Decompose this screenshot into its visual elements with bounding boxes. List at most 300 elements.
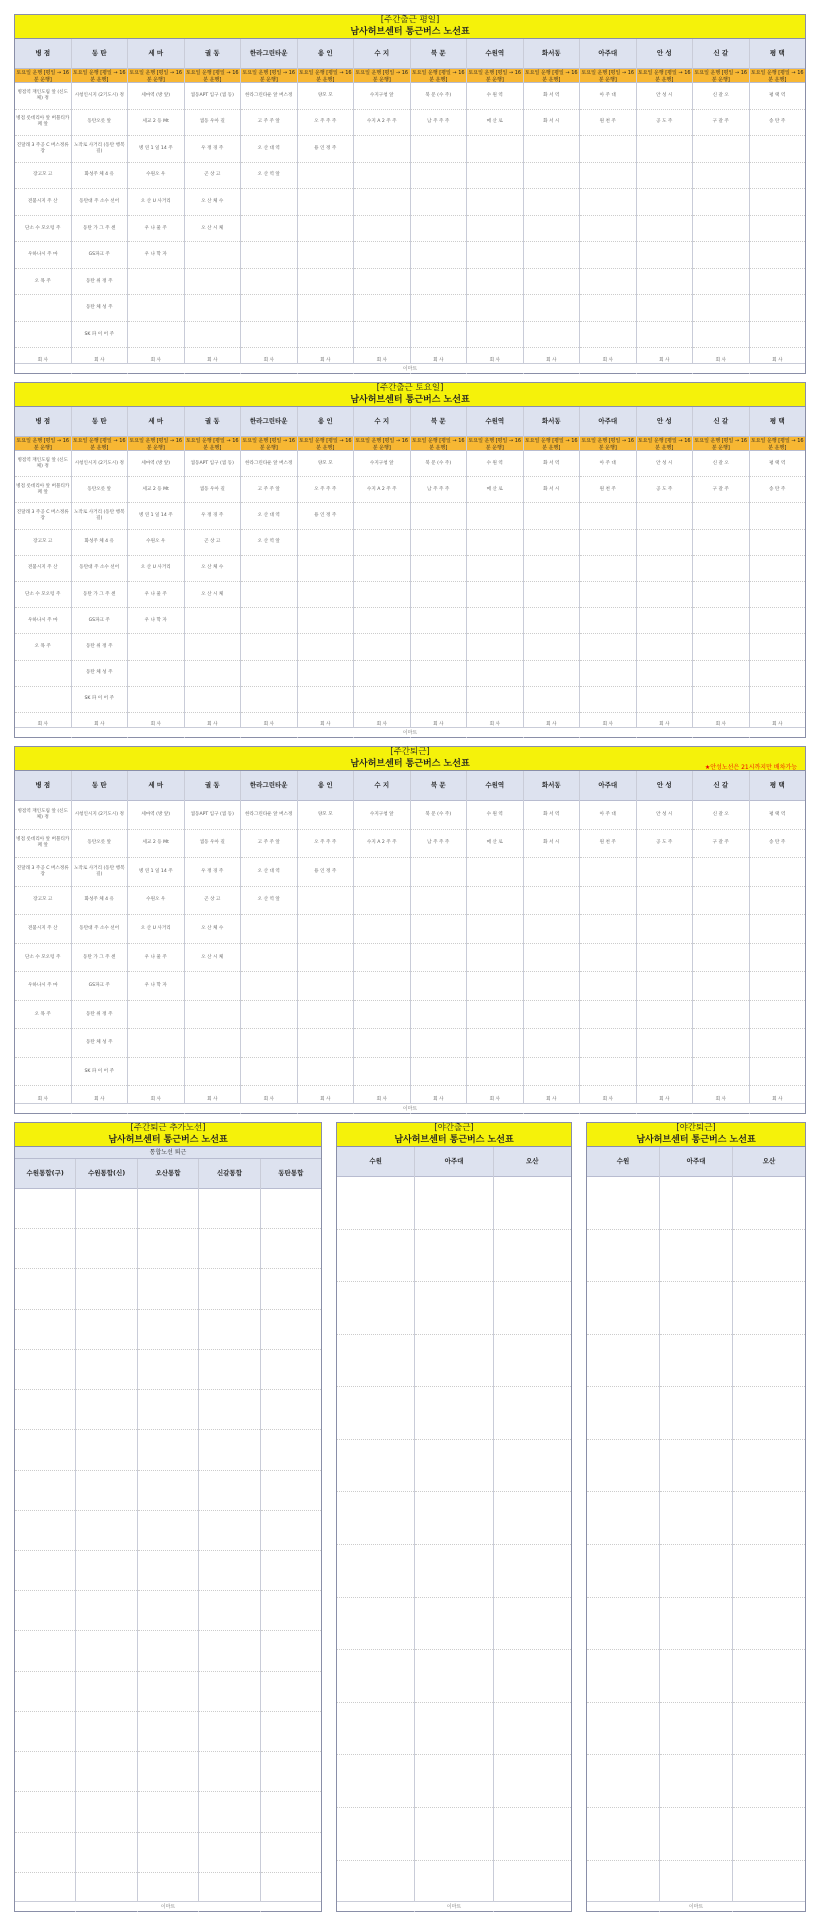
stop-cell [354,608,410,634]
route-column [185,39,242,374]
stop-cell [750,189,806,216]
stop-cell: 동탄 가 그 주 센 [72,582,128,608]
stop-cell [637,1058,693,1087]
stop-cell [199,1269,259,1309]
stop-cell: GS파크 주 [72,242,128,269]
stop-cell [587,1335,659,1388]
stop-cell [733,1808,805,1861]
stop-cell: 양모 모 [298,801,354,830]
stop-cell: 평 택 역 [750,83,806,110]
stop-cell [185,242,241,269]
stop-cell [199,1511,259,1551]
section-subtitle: [야간출근] [434,1123,474,1133]
stop-cell: 오 산 U 사거리 [128,556,184,582]
stop-cell [637,972,693,1001]
column-header: 아주대 [580,407,636,437]
stop-cell: 회 사 [659,358,670,364]
stop-cell [660,1177,732,1230]
stop-cell [750,242,806,269]
stop-cell [354,582,410,608]
stop-cell: 장고모 고 [15,163,71,190]
stop-cell: 오 산 U 사거리 [128,915,184,944]
stop-cell: 세마역 (방 앞) [128,451,184,477]
stop-cell: 회 사 [207,722,218,728]
stop-cell: GS파크 주 [72,972,128,1001]
stop-cell: 매 산 로 [467,110,523,137]
stop-cell [354,163,410,190]
stop-cell [750,582,806,608]
stop-cell [693,608,749,634]
stop-cell [467,216,523,243]
stop-cell [524,915,580,944]
stop-cell: 수 원 역 [467,83,523,110]
stop-cell [199,1792,259,1832]
schedule-row: 토요일 운행 [평일 → 16분 운행] [581,437,635,451]
stop-cell [494,1755,571,1808]
stop-cell [337,1755,414,1808]
route-column [128,407,185,738]
stop-cell [337,1335,414,1388]
stop-cell [15,1551,75,1591]
stop-cell [199,1430,259,1470]
route-column [138,1159,199,1912]
route-grid [587,1147,805,1912]
stop-cell: 회 사 [489,358,500,364]
stop-cell: 세마역 (방 앞) [128,83,184,110]
stop-cell: 수원오 우 [128,163,184,190]
stop-cell [524,530,580,556]
stop-cell [337,1598,414,1651]
stop-cell: 동탄 가 그 주 센 [72,944,128,973]
stop-cell [199,1672,259,1712]
stop-cell [298,582,354,608]
stop-cell [76,1229,136,1269]
stop-cell: 화성주 체 4 유 [72,163,128,190]
stop-cell [467,136,523,163]
schedule-row: 토요일 운행 [평일 → 16분 운행] [694,437,748,451]
stop-cell: 회 사 [37,358,48,364]
stop-cell: 회 사 [715,358,726,364]
stop-cell [354,687,410,713]
stop-cell [185,1001,241,1030]
stop-cell [637,687,693,713]
route-column [72,407,129,738]
stop-cell: 궐동APT 입구 (궐 동) [185,83,241,110]
route-column [76,1159,137,1912]
stop-cell [580,858,636,887]
column-header: 수 지 [354,771,410,801]
stop-cell [580,503,636,529]
stop-cell [524,242,580,269]
stop-cell: 아 주 대 [580,83,636,110]
stop-cell [337,1545,414,1598]
stop-cell: 고 주 주 앞 [241,830,297,859]
stop-cell [241,582,297,608]
stop-cell [524,972,580,1001]
stop-cell [693,1058,749,1087]
stop-cell: 회 사 [772,722,783,728]
stop-cell [637,944,693,973]
stop-cell: 우하나시 주 마 [15,972,71,1001]
stop-cell [76,1269,136,1309]
stop-cell [580,163,636,190]
stop-cell: 회 사 [37,722,48,728]
column-header: 세 마 [128,407,184,437]
stop-cell [415,1230,492,1283]
stop-cell [580,1029,636,1058]
stop-cell [128,1001,184,1030]
stop-cell [750,687,806,713]
stop-cell [587,1808,659,1861]
stop-cell [660,1755,732,1808]
column-header: 신 갈 [693,39,749,69]
stop-cell [494,1598,571,1651]
stop-cell: 우 나 물 주 [128,216,184,243]
stop-cell [354,322,410,349]
route-column [693,407,750,738]
column-header: 수 지 [354,407,410,437]
stop-cell [15,1631,75,1671]
stop-cell [637,503,693,529]
stop-cell: 회 사 [94,1097,105,1103]
column-header: 오산 [733,1147,805,1177]
stop-cell: 우 정 경 주 [185,858,241,887]
stop-cell [298,556,354,582]
schedule-row: 토요일 운행 [평일 → 16분 운행] [185,437,239,451]
stop-cell [750,608,806,634]
stop-cell [467,295,523,322]
stop-cell: 한라그린타운 앞 버스정 [241,83,297,110]
stop-cell [524,887,580,916]
stop-cell [637,1001,693,1030]
stop-cell [415,1282,492,1335]
stop-cell [128,687,184,713]
column-header: 평 택 [750,771,806,801]
route-column [750,39,806,374]
schedule-row: 토요일 운행 [평일 → 16분 운행] [524,69,578,83]
stop-cell [138,1511,198,1551]
stop-cell: 시청인시지 (2기도시) 정 [72,83,128,110]
stop-cell [128,1058,184,1087]
stop-cell [354,295,410,322]
stop-cell [261,1471,321,1511]
stop-cell [241,1058,297,1087]
stop-cell [750,1058,806,1087]
stop-cell [15,1430,75,1470]
stop-cell: 병 연 1 일 14 주 [128,136,184,163]
stop-cell [138,1350,198,1390]
stop-cell: 오 주 주 주 [298,477,354,503]
stop-cell [467,242,523,269]
stop-cell [750,887,806,916]
stop-cell [337,1808,414,1861]
stop-cell [354,634,410,660]
stop-cell [241,1001,297,1030]
stop-cell [580,556,636,582]
stop-cell [199,1390,259,1430]
stop-cell: 동탄 위 정 주 [72,269,128,296]
stop-cell [298,242,354,269]
column-header: 용 인 [298,407,354,437]
stop-cell [261,1390,321,1430]
stop-cell: SK 파 이 어 주 [72,1058,128,1087]
schedule-row: 토요일 운행 [평일 → 16분 운행] [468,437,522,451]
stop-cell [494,1230,571,1283]
stop-cell [337,1177,414,1230]
column-header: 세 마 [128,771,184,801]
stop-cell: 수 원 역 [467,801,523,830]
stop-cell: 한라그린타운 앞 버스정 [241,801,297,830]
section-subtitle: [주간출근 토요일] [376,383,444,393]
route-column [337,1147,415,1912]
stop-cell [15,1792,75,1832]
stop-cell [185,269,241,296]
stop-cell [733,1755,805,1808]
stop-cell [494,1808,571,1861]
stop-cell [15,1591,75,1631]
route-column [580,39,637,374]
stop-cell [298,269,354,296]
column-header: 신갈통합 [199,1159,259,1189]
schedule-row: 토요일 운행 [평일 → 16분 운행] [185,69,239,83]
stop-cell [467,887,523,916]
stop-cell [467,582,523,608]
stop-cell [76,1591,136,1631]
stop-cell [354,887,410,916]
route-column [411,771,468,1114]
route-column [241,407,298,738]
section-header [587,1123,805,1147]
stop-cell [261,1511,321,1551]
stop-cell [411,136,467,163]
stop-cell [76,1833,136,1873]
column-header: 안 성 [637,771,693,801]
route-column [467,407,524,738]
stop-cell: 우 나 학 자 [128,608,184,634]
stop-cell [411,608,467,634]
stop-cell [467,269,523,296]
stop-cell [128,661,184,687]
stop-cell [241,915,297,944]
stop-cell [587,1230,659,1283]
stop-cell: 오 목 주 [15,269,71,296]
section-title: 남사허브센터 통근버스 노선표 [394,1135,514,1145]
stop-cell [580,582,636,608]
stop-cell: 회 사 [433,1097,444,1103]
stop-cell [76,1310,136,1350]
column-header: 동 탄 [72,39,128,69]
stop-cell: 수지구청 앞 [354,83,410,110]
stop-cell [185,295,241,322]
stop-cell: 회 사 [489,1097,500,1103]
stop-cell [415,1703,492,1756]
stop-cell [185,634,241,660]
stop-cell [138,1310,198,1350]
route-column [411,407,468,738]
route-column [298,771,355,1114]
schedule-row: 토요일 운행 [평일 → 16분 운행] [129,69,183,83]
stop-cell [587,1703,659,1756]
stop-cell [354,1058,410,1087]
stop-cell: 오 산 체 수 [185,189,241,216]
section-subtitle: [주간출근 평일] [380,15,440,25]
stop-cell [298,295,354,322]
stop-cell [298,1001,354,1030]
stop-cell [138,1189,198,1229]
column-header: 평 택 [750,407,806,437]
stop-cell [693,322,749,349]
column-header: 수원 [587,1147,659,1177]
stop-cell [241,608,297,634]
stop-cell: 오 산 체 수 [185,915,241,944]
stop-cell [467,503,523,529]
stop-cell [411,1001,467,1030]
route-grid [15,771,805,1114]
schedule-row: 토요일 운행 [평일 → 16분 운행] [242,69,296,83]
stop-cell [354,216,410,243]
column-header: 신 갈 [693,407,749,437]
stop-cell [524,1058,580,1087]
stop-cell [524,634,580,660]
schedule-row: 토요일 운행 [평일 → 16분 운행] [298,69,352,83]
footer-note: 이마트 [587,1901,805,1911]
stop-cell: 송 탄 주 [750,110,806,137]
stop-cell [467,972,523,1001]
stop-cell [415,1492,492,1545]
stop-cell [261,1591,321,1631]
stop-cell [524,608,580,634]
stop-cell [750,295,806,322]
route-column [580,771,637,1114]
stop-cell [128,269,184,296]
route-column [15,1159,76,1912]
column-header: 북 문 [411,407,467,437]
stop-cell: GS파크 주 [72,608,128,634]
stop-cell: 회 사 [602,722,613,728]
stop-cell [467,915,523,944]
stop-cell: 오 산 U 사거리 [128,189,184,216]
stop-cell [261,1712,321,1752]
stop-cell [241,634,297,660]
stop-cell: 곤 상 고 [185,163,241,190]
stop-cell: 북 문 (수 주) [411,801,467,830]
stop-cell [524,295,580,322]
stop-cell [660,1492,732,1545]
stop-cell [138,1390,198,1430]
stop-cell [580,269,636,296]
route-column [72,39,129,374]
column-header: 궐 동 [185,771,241,801]
stop-cell [637,858,693,887]
stop-cell [580,189,636,216]
stop-cell [411,944,467,973]
stop-cell [637,136,693,163]
schedule-row: 토요일 운행 [평일 → 16분 운행] [524,437,578,451]
stop-cell: 우하나시 주 마 [15,608,71,634]
stop-cell [524,163,580,190]
stop-cell [337,1282,414,1335]
stop-cell [411,972,467,1001]
stop-cell: 고 주 주 앞 [241,477,297,503]
schedule-row: 토요일 운행 [평일 → 16분 운행] [16,437,70,451]
stop-cell [494,1440,571,1493]
route-column [494,1147,571,1912]
stop-cell [185,322,241,349]
stop-cell [337,1230,414,1283]
stop-cell [693,269,749,296]
schedule-row: 토요일 운행 [평일 → 16분 운행] [637,437,691,451]
stop-cell [15,1712,75,1752]
stop-cell: 우 나 학 자 [128,972,184,1001]
stop-cell: 회 사 [150,722,161,728]
stop-cell: 구 갈 주 [693,110,749,137]
stop-cell [199,1229,259,1269]
schedule-row: 토요일 운행 [평일 → 16분 운행] [750,69,804,83]
stop-cell [15,1390,75,1430]
stop-cell [261,1631,321,1671]
stop-cell [138,1551,198,1591]
stop-cell [261,1551,321,1591]
stop-cell: 평 택 역 [750,451,806,477]
stop-cell [354,269,410,296]
schedule-row: 토요일 운행 [평일 → 16분 운행] [129,437,183,451]
section-subtitle: [주간퇴근 추가노선] [130,1123,206,1133]
stop-cell [524,858,580,887]
footer-note: 이마트 [15,1103,805,1113]
stop-cell [298,216,354,243]
stop-cell [15,1511,75,1551]
stop-cell [298,944,354,973]
stop-cell: 아 주 대 [580,801,636,830]
stop-cell [15,1752,75,1792]
stop-cell [128,1029,184,1058]
stop-cell [76,1471,136,1511]
stop-cell: 우 나 학 자 [128,242,184,269]
stop-cell: 궐동 우아 길 [185,110,241,137]
stop-cell [524,216,580,243]
column-header: 병 점 [15,39,71,69]
stop-cell: 회 사 [715,722,726,728]
stop-cell [587,1282,659,1335]
stop-cell [733,1177,805,1230]
stop-cell [415,1650,492,1703]
stop-cell: 회 사 [602,1097,613,1103]
stop-cell: 신 갈 오 [693,83,749,110]
column-header: 한라그린타운 [241,771,297,801]
stop-cell [261,1833,321,1873]
column-header: 용 인 [298,39,354,69]
stop-cell: 회 사 [376,358,387,364]
column-header: 궐 동 [185,407,241,437]
stop-cell: 수원오 우 [128,887,184,916]
stop-cell [580,608,636,634]
stop-cell: 회 사 [772,1097,783,1103]
stop-cell [411,216,467,243]
footer-note: 이마트 [337,1901,571,1911]
column-header: 한라그린타운 [241,39,297,69]
stop-cell [693,887,749,916]
stop-cell: 양모 모 [298,451,354,477]
stop-cell: 동탄대 주 소수 선어 [72,189,128,216]
stop-cell: 오 목 주 [15,1001,71,1030]
schedule-row: 토요일 운행 [평일 → 16분 운행] [72,69,126,83]
column-header: 동 탄 [72,407,128,437]
stop-cell: 우 나 물 주 [128,582,184,608]
route-column [411,39,468,374]
stop-cell: 동탄 체 성 주 [72,1029,128,1058]
stop-cell [637,634,693,660]
stop-cell: 원 천 주 [580,830,636,859]
